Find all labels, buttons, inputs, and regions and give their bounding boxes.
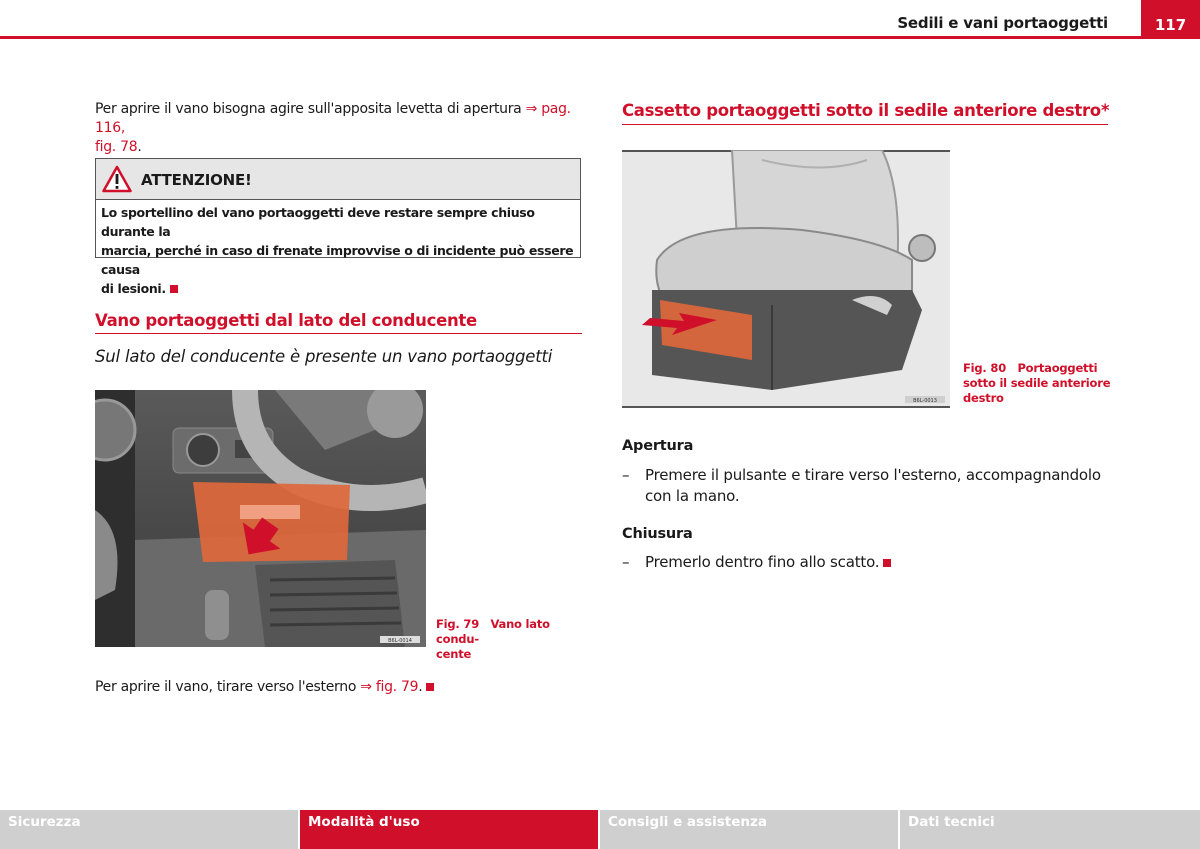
figure-link[interactable]: fig. 78 xyxy=(95,139,138,155)
warning-title: ATTENZIONE! xyxy=(141,171,252,189)
figure-80-seat-image xyxy=(622,150,950,408)
closing-paragraph: Per aprire il vano, tirare verso l'esterno ⇒ fig. 79. xyxy=(95,678,585,697)
warning-box xyxy=(95,158,581,296)
section-title-driver-compartment: Vano portaoggetti dal lato del conducente xyxy=(95,311,477,330)
arrow-right-icon: ⇒ xyxy=(525,101,538,117)
footer-tab-modalita-duso[interactable]: Modalità d'uso xyxy=(300,810,598,849)
section-subtitle: Sul lato del conducente è presente un vano portaoggetti xyxy=(95,347,553,366)
header-rule xyxy=(0,36,1200,39)
end-of-section-square-icon xyxy=(426,683,434,691)
closing-instruction: Premerlo dentro fino allo scatto. xyxy=(645,552,1045,573)
warning-header xyxy=(96,159,580,200)
warning-triangle-icon xyxy=(102,165,132,193)
arrow-right-icon: ⇒ xyxy=(360,679,372,695)
page-number: 117 xyxy=(1141,0,1200,38)
figure-79-code: B6L-0014 xyxy=(388,638,412,644)
intro-text: Per aprire il vano bisogna agire sull'apposita levetta di apertura xyxy=(95,101,522,117)
dash-bullet: – xyxy=(622,466,630,484)
running-header-title: Sedili e vani portaoggetti xyxy=(897,14,1108,32)
figure-79-dashboard-image xyxy=(95,390,426,647)
footer-tab-sicurezza[interactable]: Sicurezza xyxy=(0,810,298,849)
section-title-seat-drawer: Cassetto portaoggetti sotto il sedile anteriore destro* xyxy=(622,101,1110,120)
warning-text: Lo sportellino del vano portaoggetti deve restare sempre chiuso durante la marcia, perché in caso di frenate improvvise o di incidente può essere causa di lesioni. xyxy=(101,205,574,296)
figure-79-link[interactable]: fig. 79 xyxy=(375,679,419,695)
figure-79-caption: Fig. 79 Vano lato condu- cente xyxy=(436,617,550,661)
intro-paragraph: Per aprire il vano bisogna agire sull'apposita levetta di apertura ⇒ pag. 116, fig. 78. xyxy=(95,101,571,155)
section-rule xyxy=(95,333,582,334)
dash-bullet: – xyxy=(622,553,630,571)
end-of-section-square-icon xyxy=(170,285,178,293)
end-of-section-square-icon xyxy=(883,559,891,567)
opening-heading: Apertura xyxy=(622,438,694,454)
closing-heading: Chiusura xyxy=(622,526,693,542)
section-rule xyxy=(622,124,1108,125)
figure-80-caption: Fig. 80 Portaoggetti sotto il sedile anteriore destro xyxy=(963,361,1111,405)
page-link[interactable]: pag. 116, xyxy=(95,101,571,136)
footer-tab-consigli-assistenza[interactable]: Consigli e assistenza xyxy=(600,810,898,849)
figure-80-code: B6L-0013 xyxy=(913,398,937,404)
footer-tab-dati-tecnici[interactable]: Dati tecnici xyxy=(900,810,1200,849)
opening-instruction: Premere il pulsante e tirare verso l'esterno, accompagnandolo con la mano. xyxy=(645,466,1101,505)
